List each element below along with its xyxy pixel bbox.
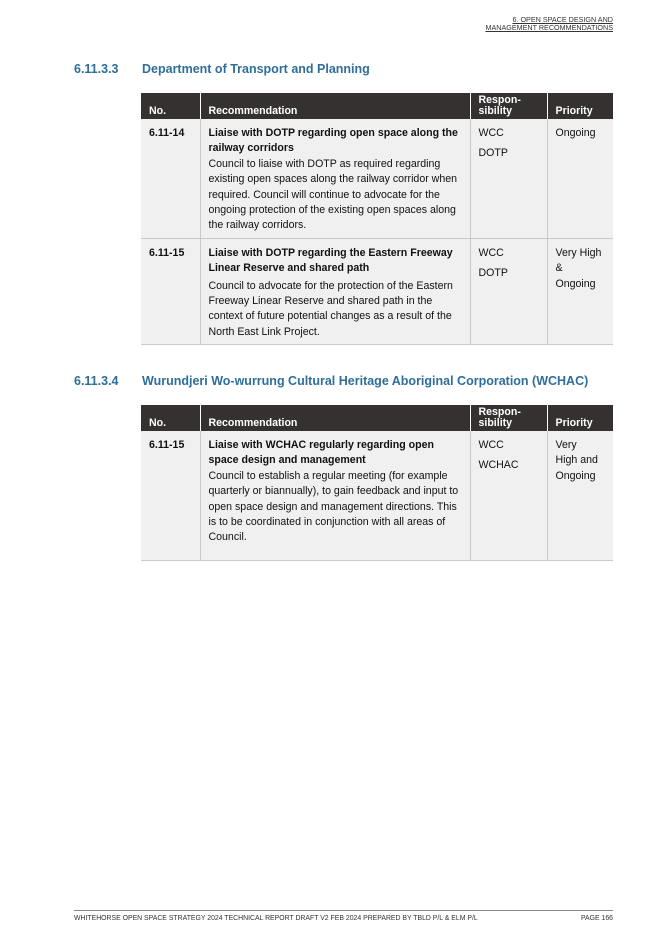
section-heading-6-11-3-4 <box>74 374 588 388</box>
header-no: No. <box>141 405 200 431</box>
running-head-line2: MANAGEMENT RECOMMENDATIONS <box>485 23 613 32</box>
responsibility-item: DOTP <box>478 147 508 160</box>
recommendation-table-dotp <box>141 93 613 345</box>
recommendation-table-wchac <box>141 405 613 561</box>
section-title: Wurundjeri Wo-wurrung Cultural Heritage Aboriginal Corporation (WCHAC) <box>142 374 589 388</box>
row-recommendation <box>200 238 470 344</box>
table-row <box>141 119 613 238</box>
row-responsibility <box>470 238 547 344</box>
table-header-row <box>141 405 613 431</box>
header-responsibility-line1: Respon- <box>478 94 521 106</box>
header-responsibility <box>470 93 547 119</box>
header-priority: Priority <box>547 405 613 431</box>
section-title: Department of Transport and Planning <box>142 62 370 76</box>
row-priority: Very High & Ongoing <box>547 238 613 344</box>
running-head <box>353 16 613 32</box>
row-recommendation <box>200 119 470 238</box>
running-head-line1: 6. OPEN SPACE DESIGN AND <box>512 15 613 24</box>
row-priority: Ongoing <box>547 119 613 238</box>
header-responsibility-line1: Respon- <box>478 406 521 418</box>
recommendation-title: Liaise with DOTP regarding the Eastern Freeway Linear Reserve and shared path <box>208 246 453 275</box>
responsibility-item: WCC <box>478 246 504 259</box>
header-no: No. <box>141 93 200 119</box>
recommendation-body: Council to liaise with DOTP as required regarding existing open spaces along the railway corridor when required. Council will continue to advocate for the ongoing protection of the existing open spaces along the railway corridors. <box>208 157 458 232</box>
table-row <box>141 431 613 560</box>
footer-document-info: WHITEHORSE OPEN SPACE STRATEGY 2024 TECHNICAL REPORT DRAFT V2 FEB 2024 PREPARED BY TBLD P/L & ELM P/L <box>74 915 478 922</box>
responsibility-item: WCC <box>478 439 504 451</box>
recommendation-title: Liaise with WCHAC regularly regarding open space design and management <box>208 439 434 467</box>
header-responsibility-line2: sibility <box>478 417 513 429</box>
row-priority: Very High and Ongoing <box>547 431 613 560</box>
responsibility-item: WCC <box>478 127 504 139</box>
footer-page-number: PAGE 166 <box>580 915 613 922</box>
recommendation-body: Council to advocate for the protection of the Eastern Freeway Linear Reserve and shared path in the context of future potential changes as a result of the North East Link Project. <box>208 279 453 338</box>
recommendation-body: Council to establish a regular meeting (for example quarterly or biannually), to gain feedback and input to open space design and management directions. This is to be coordinated in conjunction with all areas of Council. <box>208 469 459 544</box>
responsibility-item: DOTP <box>478 267 508 280</box>
table-header-row <box>141 93 613 119</box>
responsibility-item: WCHAC <box>478 459 519 472</box>
section-number: 6.11.3.4 <box>74 374 119 388</box>
row-recommendation <box>200 431 470 560</box>
row-number: 6.11-14 <box>141 119 200 238</box>
row-responsibility <box>470 431 547 560</box>
section-number: 6.11.3.3 <box>74 62 119 76</box>
section-heading-6-11-3-3 <box>74 62 370 76</box>
row-number: 6.11-15 <box>141 431 200 560</box>
header-responsibility-line2: sibility <box>478 105 513 117</box>
header-recommendation: Recommendation <box>200 405 470 431</box>
header-recommendation: Recommendation <box>200 93 470 119</box>
header-responsibility <box>470 405 547 431</box>
table-row <box>141 238 613 344</box>
row-responsibility <box>470 119 547 238</box>
recommendation-title: Liaise with DOTP regarding open space along the railway corridors <box>208 127 458 155</box>
row-number: 6.11-15 <box>141 238 200 344</box>
footer-divider <box>74 910 613 911</box>
header-priority: Priority <box>547 93 613 119</box>
